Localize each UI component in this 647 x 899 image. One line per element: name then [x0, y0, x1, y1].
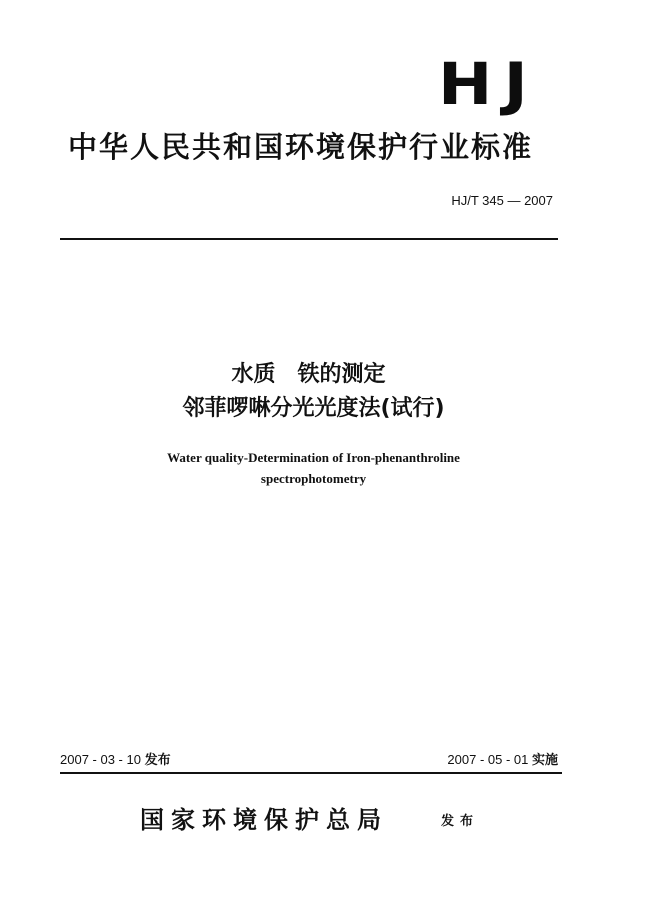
effective-date	[447, 752, 558, 769]
document-title-cn-line2: 邻菲啰啉分光光度法(试行)	[182, 396, 445, 421]
top-divider	[60, 238, 558, 240]
standard-category-title: 中华人民共和国环境保护行业标准	[68, 130, 534, 164]
document-title-en-line1: Water quality-Determination of Iron-phenanthroline	[167, 450, 460, 465]
standard-number: HJ/T 345 — 2007	[451, 193, 553, 208]
document-title-cn-line1: 水质 铁的测定	[231, 362, 386, 387]
issue-date-value: 2007 - 03 - 10	[60, 752, 145, 767]
publisher-name: 国家环境保护总局	[140, 805, 388, 834]
document-title-en-line2: spectrophotometry	[260, 471, 367, 486]
publisher-suffix: 发布	[441, 814, 480, 829]
issue-label: 发布	[144, 753, 171, 768]
bottom-divider	[60, 772, 562, 774]
effective-date-value: 2007 - 05 - 01	[447, 752, 532, 767]
effective-label: 实施	[531, 753, 558, 768]
hj-logo: HJ	[438, 50, 539, 118]
issue-date	[60, 752, 171, 769]
